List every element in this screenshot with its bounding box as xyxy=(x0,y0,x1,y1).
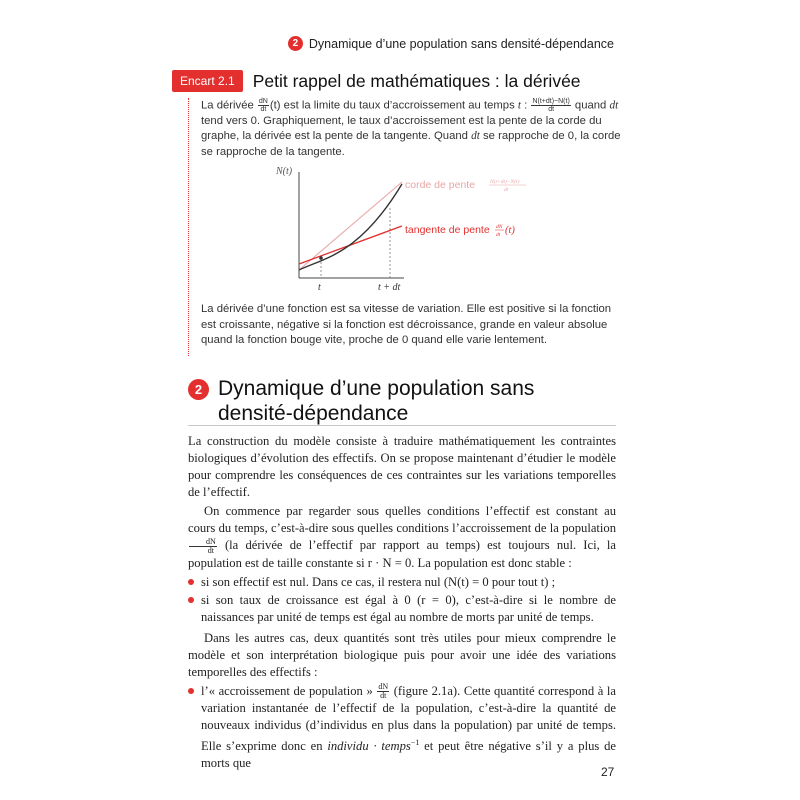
quantities-list xyxy=(188,683,616,773)
stability-list xyxy=(188,574,616,626)
graph-chord-num: N(t+dt)−N(t) xyxy=(490,179,520,185)
chapter-number-badge: 2 xyxy=(288,36,303,51)
graph-point-t xyxy=(319,256,323,260)
graph-y-label: N(t) xyxy=(276,166,293,177)
graph-chord-label: corde de pente xyxy=(405,179,476,191)
derivative-fraction: $\frac{dN}{dt}$ xyxy=(258,98,268,113)
page-number: 27 xyxy=(601,765,615,779)
bullet-icon xyxy=(188,688,194,694)
bullet-icon xyxy=(188,597,194,603)
graph-tangent-den: dt xyxy=(496,232,501,238)
paragraph-1: La construction du modèle consiste à traduire mathématiquement les contraintes biologiques d’évolution des effectifs. On se propose maintenant d’étudier le modèle pour comprendre les conséquences de ces contraintes sur les variations temporelles de l’effectif. xyxy=(188,434,616,499)
encart-title: Petit rappel de mathématiques : la dérivée xyxy=(252,70,581,91)
graph-tangent-suffix: (t) xyxy=(505,225,515,236)
list-item: l’« accroissement de population » $\frac{dN}{dt}$ (figure 2.1a). Cette quantité correspond à la variation instantanée de l’effectif de la population, c’est-à-dire la quantité de nouveaux individus (d’individus en plus dans la population) par unité de temps. Elle s’exprime donc en individu · temps$^{-1}$ et peut être négative s’il y a plus de morts que xyxy=(188,683,616,773)
encart-paragraph-1: La dérivée $\frac{dN}{dt}$ (t) est la limite du taux d’accroissement au temps t : $\frac{N(t+dt)-N(t)}{dt}$ quand dt tend vers 0. Graphiquement, le taux d’accroissement est la pente de la corde du graphe, la dérivée est la pente de la tangente. Quand dt se rapproche de 0, la corde se rapproche de la tangente. xyxy=(201,98,621,158)
paragraph-3: Dans les autres cas, deux quantités sont très utiles pour mieux comprendre le modèle et son interprétation biologique puis pour avoir une idée des variations temporelles des effectifs : xyxy=(188,630,616,679)
graph-tangent-num: dN xyxy=(496,224,503,230)
graph-chord-line xyxy=(299,182,402,270)
list-item: si son taux de croissance est égal à 0 (r = 0), c’est-à-dire si le nombre de naissances par unité de temps est égal au nombre de morts par unité de temps. xyxy=(188,592,616,626)
section-rule xyxy=(188,425,616,426)
graph-x-tick-t: t xyxy=(318,282,321,293)
section-number-badge: 2 xyxy=(188,379,209,400)
derivative-graph xyxy=(264,160,564,295)
encart-box xyxy=(188,98,633,356)
section-heading xyxy=(188,376,578,426)
paragraph-2: On commence par regarder sous quelles conditions l’effectif est constant au cours du temps, c’est-à-dire sous quelles conditions l’accroissement de la population $\frac{dN}{dt}$ (la dérivée de l’effectif par rapport au temps) est toujours nul. Ici, la population est de taille constante si r · N = 0. La population est donc stable : xyxy=(188,504,616,570)
encart-tag: Encart 2.1 xyxy=(172,70,243,92)
graph-tangent-label: tangente de pente xyxy=(405,224,490,236)
encart-heading xyxy=(172,70,581,92)
running-header-title: Dynamique d’une population sans densité-dépendance xyxy=(308,36,614,51)
main-text xyxy=(188,433,616,776)
section-title: Dynamique d’une population sans densité-dépendance xyxy=(218,377,535,425)
graph-chord-den: dt xyxy=(504,187,509,193)
rate-fraction: $\frac{N(t+dt)-N(t)}{dt}$ xyxy=(532,98,570,113)
running-header xyxy=(288,36,614,51)
graph-x-tick-tdt: t + dt xyxy=(378,282,401,293)
bullet-icon xyxy=(188,579,194,585)
encart-paragraph-2: La dérivée d’une fonction est sa vitesse de variation. Elle est positive si la fonction est croissante, négative si la fonction est décroissance, grande en valeur absolue quand la fonction bouge vite, proche de 0 quand elle varie lentement. xyxy=(201,303,612,346)
list-item: si son effectif est nul. Dans ce cas, il restera nul (N(t) = 0 pour tout t) ; xyxy=(188,574,616,591)
